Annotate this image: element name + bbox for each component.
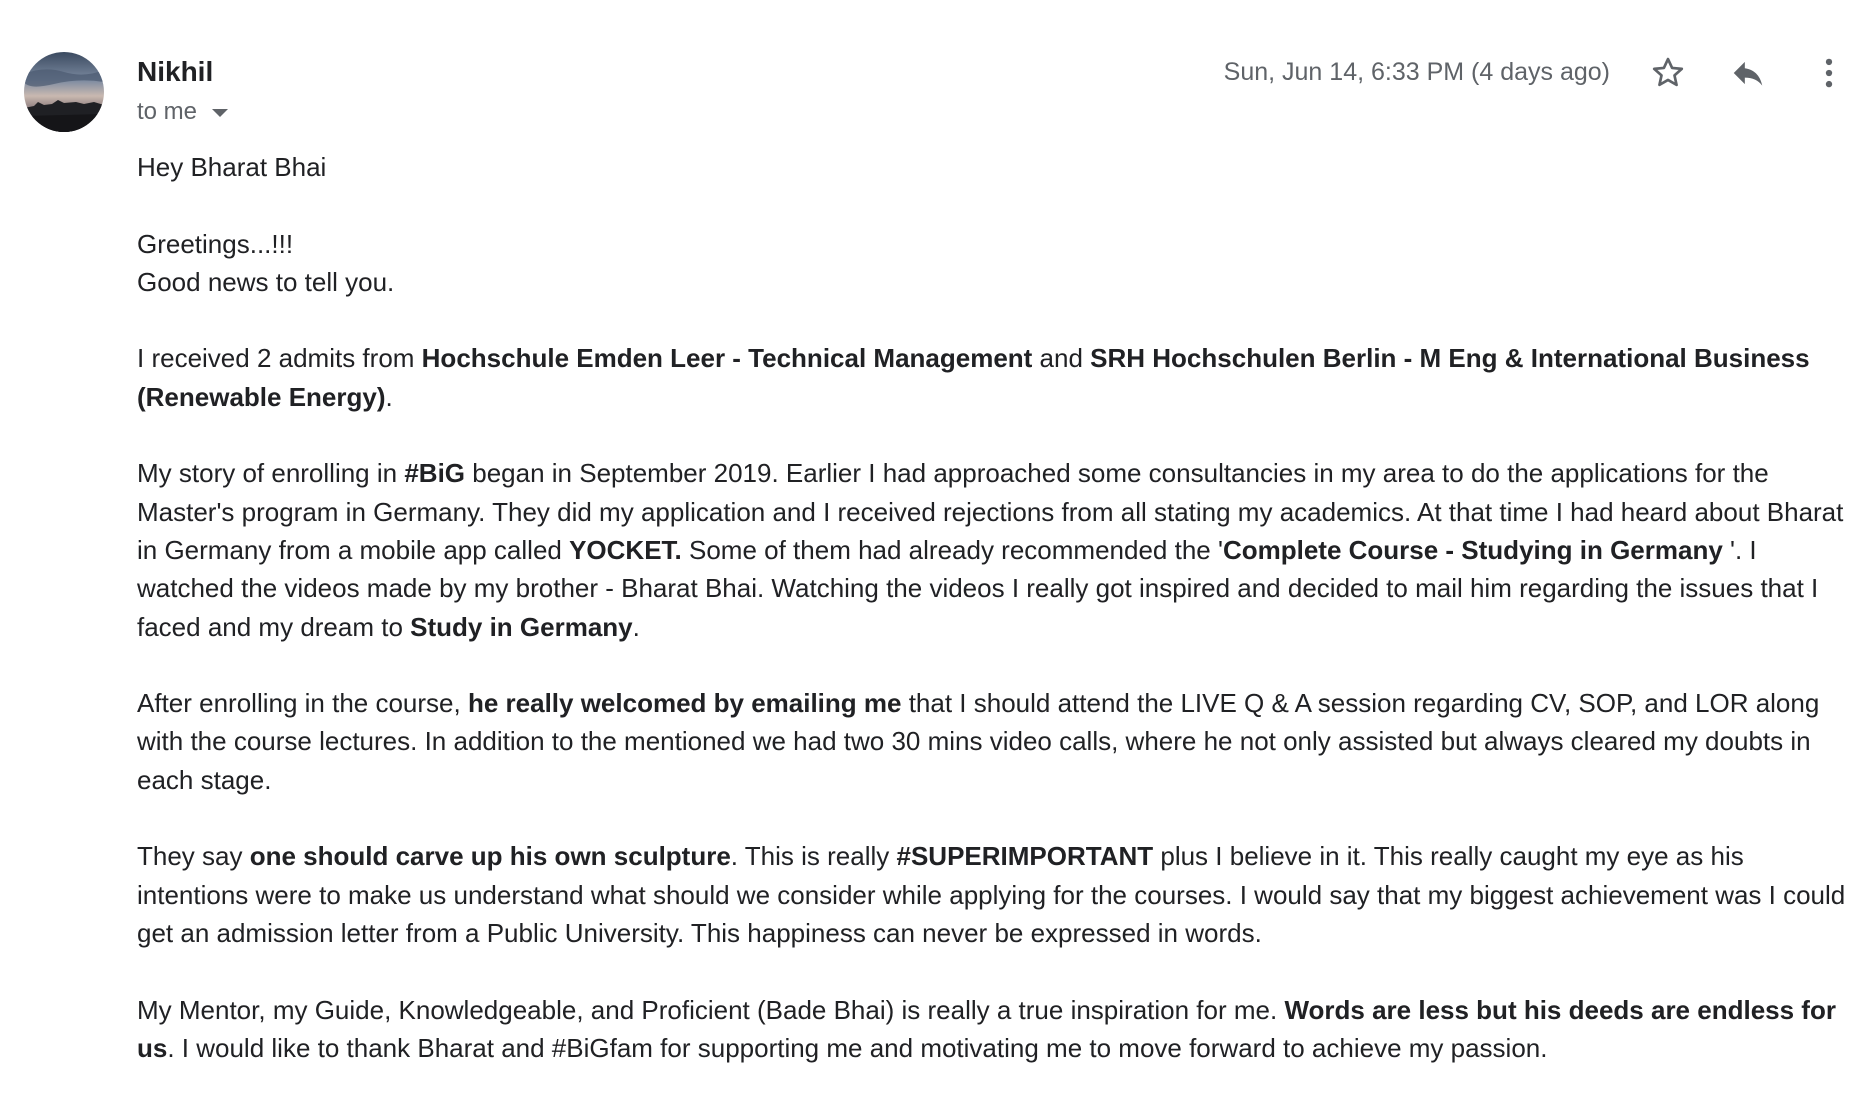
reply-icon: [1729, 54, 1767, 92]
more-options-button[interactable]: [1806, 50, 1852, 96]
email-date: Sun, Jun 14, 6:33 PM (4 days ago): [1223, 58, 1610, 86]
reply-button[interactable]: [1725, 50, 1771, 96]
greetings-paragraph: Greetings...!!! Good news to tell you.: [137, 228, 395, 297]
email-body: [137, 148, 1849, 1105]
recipient-details-toggle[interactable]: [137, 97, 228, 127]
course-paragraph: After enrolling in the course, he really welcomed by emailing me that I should attend the LIVE Q & A session regarding CV, SOP, and LOR along with the course lectures. In addition to the mentioned we had two 30 mins video calls, where he not only assisted but always cleared my doubts in each stage.: [137, 688, 1820, 795]
sender-name[interactable]: Nikhil: [137, 56, 214, 87]
more-vert-icon: [1810, 54, 1848, 92]
sculpture-paragraph: They say one should carve up his own sculpture. This is really #SUPERIMPORTANT plus I believe in it. This really caught my eye as his intentions were to make us understand what should we consider while applying for the courses. I would say that my biggest achievement was I could get an admission letter from a Public University. This happiness can never be expressed in words.: [137, 841, 1846, 948]
recipient-label: to me: [137, 98, 198, 125]
avatar-photo: [24, 52, 104, 132]
mentor-paragraph: My Mentor, my Guide, Knowledgeable, and Proficient (Bade Bhai) is really a true inspiration for me. Words are less but his deeds are endless for us. I would like to thank Bharat and #BiGfam for supporting me and motivating me to move forward to achieve my passion.: [137, 994, 1836, 1063]
greeting-paragraph: Hey Bharat Bhai: [137, 152, 327, 182]
star-icon: [1649, 54, 1687, 92]
story-paragraph: My story of enrolling in #BiG began in September 2019. Earlier I had approached some consultancies in my area to do the applications for the Master's program in Germany. They did my application and I received rejections from all stating my academics. At that time I had heard about Bharat in Germany from a mobile app called YOCKET. Some of them had already recommended the 'Complete Course - Studying in Germany '. I watched the videos made by my brother - Bharat Bhai. Watching the videos I really got inspired and decided to mail him regarding the issues that I faced and my dream to Study in Germany.: [137, 458, 1844, 642]
star-button[interactable]: [1645, 50, 1691, 96]
avatar[interactable]: [24, 52, 104, 132]
admits-paragraph: I received 2 admits from Hochschule Emden Leer - Technical Management and SRH Hochschulen Berlin - M Eng & International Business (Renewable Energy).: [137, 343, 1810, 412]
chevron-down-icon: [212, 109, 228, 117]
